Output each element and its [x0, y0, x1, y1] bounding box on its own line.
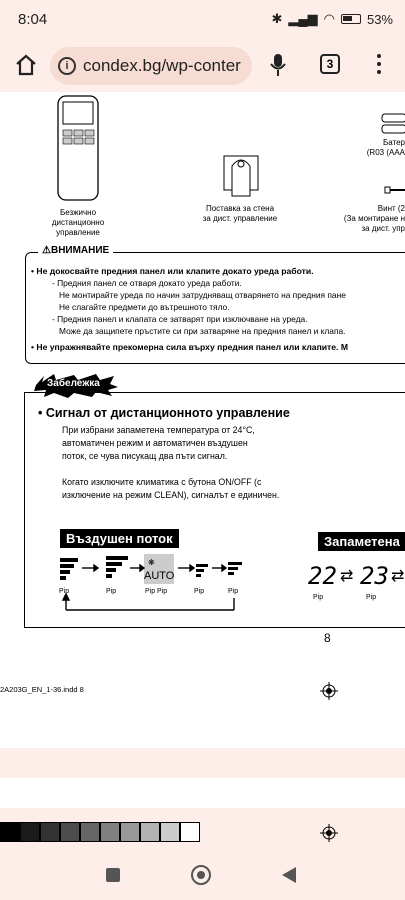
- warning-triangle-icon: ⚠: [42, 245, 51, 256]
- warning-line-7: • Не упражнявайте прекомерна сила върху предния панел или клапите. М: [31, 342, 348, 352]
- warning-title: ⚠ВНИМАНИЕ: [38, 245, 113, 256]
- holder-caption: Поставка за стена за дист. управление: [202, 204, 278, 223]
- signal-paragraph-1: При избрани запаметена температура от 24°C, автоматичен режим и автоматичен въздушен поток, се чува писукащ два пъти сигнал.: [62, 425, 255, 461]
- bluetooth-icon: ✱: [271, 11, 283, 26]
- battery-icon: [341, 14, 361, 24]
- home-button[interactable]: [191, 865, 211, 885]
- next-page-top: [0, 778, 405, 808]
- battery-caption: Батер (R03 (AAA: [366, 138, 405, 157]
- footer-file-name: 2A203G_EN_1-36.indd 8: [0, 685, 84, 694]
- color-calibration-bar: [0, 822, 200, 842]
- browser-toolbar: [0, 40, 405, 92]
- screw-caption: Винт (2 (За монтиране н за дист. упр: [343, 204, 405, 233]
- home-icon[interactable]: [14, 53, 38, 77]
- url-text[interactable]: condex.bg/wp-conter: [83, 56, 241, 75]
- pdf-page: [0, 92, 405, 748]
- warning-line-5: - Предния панел и клапата се затварят при изключване на уреда.: [52, 314, 308, 324]
- airflow-label: Въздушен поток: [60, 529, 179, 548]
- wall-holder-icon: [218, 150, 264, 200]
- pip-3: Pip Pip: [145, 588, 168, 595]
- signal-title: • Сигнал от дистанционното управление: [38, 406, 290, 420]
- temp-arrows-icon-2: ⇄: [391, 568, 405, 585]
- page-gap: [0, 748, 405, 778]
- warning-line-6: Може да защипете пръстите си при затваряне на предния панел и клапа.: [59, 326, 346, 336]
- wifi-icon: ◠: [323, 11, 335, 26]
- warning-line-4: Не слагайте предмети до вътрешното тяло.: [59, 302, 230, 312]
- temp-pip-2: Pip: [366, 594, 377, 601]
- signal-paragraph-2: Когато изключите климатика с бутона ON/OFF (с изключение на режим CLEAN), сигналът е единичен.: [62, 477, 280, 500]
- battery-level: 53%: [366, 11, 393, 27]
- battery-parts-icon: [378, 112, 405, 136]
- remote-caption: Безжично дистанционно управление: [51, 208, 105, 237]
- pip-4: Pip: [194, 588, 205, 595]
- more-menu-icon[interactable]: [376, 52, 382, 76]
- address-bar[interactable]: [50, 47, 252, 85]
- temp-arrows-icon: ⇄: [340, 568, 354, 585]
- screw-icon: [384, 186, 405, 194]
- temp-23: 23: [360, 562, 389, 590]
- pip-1: Pip: [59, 588, 70, 595]
- tab-switcher-button[interactable]: 3: [320, 54, 340, 74]
- remote-control-icon: [56, 94, 100, 202]
- warning-line-1: • Не докосвайте предния панел или клапите докато уреда работи.: [31, 266, 314, 276]
- signal-icon: ▂▄▆: [288, 11, 318, 26]
- status-bar: [0, 0, 405, 40]
- clock: 8:04: [18, 11, 48, 28]
- microphone-icon[interactable]: [270, 53, 286, 77]
- temp-pip-1: Pip: [313, 594, 324, 601]
- note-label: Забележка: [47, 378, 100, 389]
- fan-icon: ❋: [148, 558, 155, 567]
- registration-mark-icon: [320, 682, 338, 700]
- warning-line-3: Не монтирайте уреда по начин затрудняващ отварянето на предния пане: [59, 290, 346, 300]
- back-button[interactable]: [282, 867, 296, 883]
- status-icons: [272, 11, 394, 27]
- pip-5: Pip: [228, 588, 239, 595]
- pip-2: Pip: [106, 588, 117, 595]
- registration-mark-icon-2: [320, 824, 338, 842]
- recents-button[interactable]: [106, 868, 120, 882]
- memory-label: Запаметена: [318, 532, 405, 551]
- auto-text: AUTO: [144, 570, 175, 582]
- temp-22: 22: [308, 562, 337, 590]
- system-nav-bar: [0, 852, 405, 900]
- info-icon[interactable]: i: [58, 57, 76, 75]
- warning-line-2: - Предния панел се отваря докато уреда работи.: [52, 278, 242, 288]
- page-number: 8: [324, 631, 331, 645]
